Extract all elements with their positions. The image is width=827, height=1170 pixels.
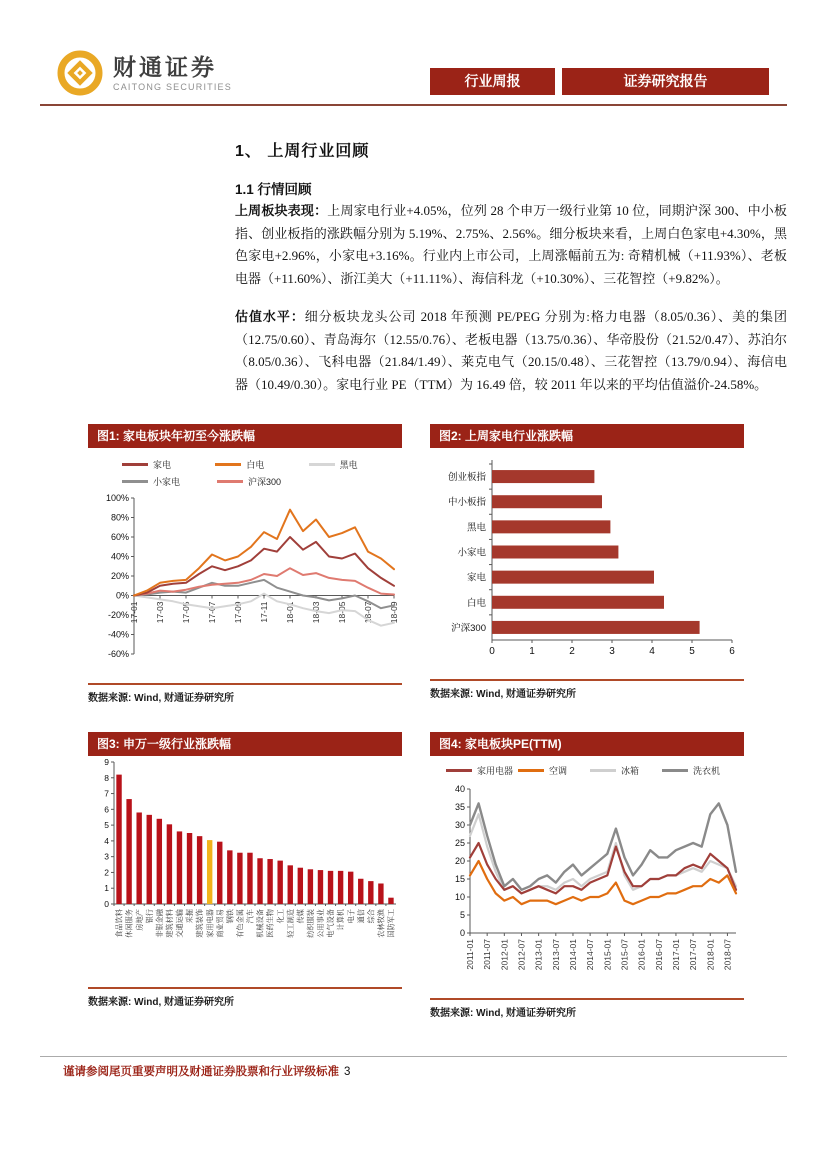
svg-text:5: 5: [459, 910, 465, 920]
legend-item-家电: [122, 458, 215, 471]
svg-text:2015-01: 2015-01: [602, 939, 613, 971]
svg-text:2014-07: 2014-07: [585, 939, 596, 971]
figure-1-chart: [88, 448, 402, 683]
svg-text:小家电: 小家电: [457, 547, 486, 559]
legend-label: 家用电器: [477, 766, 514, 776]
svg-text:机械设备: 机械设备: [255, 909, 265, 938]
svg-text:18-05: 18-05: [337, 601, 347, 624]
svg-text:40%: 40%: [110, 551, 129, 562]
svg-text:纺织服装: 纺织服装: [305, 909, 315, 938]
figure-3-source: 数据来源: Wind, 财通证券研究所: [88, 987, 402, 1008]
svg-text:2017-07: 2017-07: [688, 939, 699, 971]
svg-text:-40%: -40%: [107, 629, 129, 640]
svg-text:17-05: 17-05: [181, 601, 191, 624]
svg-text:沪深300: 沪深300: [451, 622, 486, 634]
caitong-logo-icon: [57, 50, 103, 96]
svg-text:2011-07: 2011-07: [482, 939, 493, 970]
paragraph-body: 上周家电行业+4.05%，位列 28 个申万一级行业第 10 位，同期沪深 300、中小板指、创业板指的涨跌幅分别为 5.19%、2.75%、2.56%。细分板块来看，上周白色家电+4.30%，黑色家电+2.96%，小家电+3.16%。行业内上市公司，上周涨幅前五为: 奇精机械（+11.93%）、老板电器（+11.60%）、浙江美大（+11.11%）、海信科龙（+10.30%）、三花智控（+9.82%）。: [235, 203, 787, 286]
svg-text:农林牧渔: 农林牧渔: [376, 909, 386, 938]
legend-row: [122, 475, 402, 492]
svg-text:20: 20: [454, 856, 465, 866]
svg-text:建筑材料: 建筑材料: [164, 909, 174, 938]
legend-swatch-icon: [309, 463, 335, 466]
svg-text:20%: 20%: [110, 571, 129, 581]
svg-text:15: 15: [454, 874, 465, 884]
section-title: 1、 上周行业回顾: [235, 143, 370, 160]
svg-text:2012-01: 2012-01: [499, 939, 510, 971]
svg-text:60%: 60%: [110, 532, 129, 542]
svg-text:2018-01: 2018-01: [705, 939, 716, 971]
figure-3-chart: [88, 756, 402, 987]
paragraph-lead: 估值水平：: [235, 309, 305, 324]
header-badges: [430, 68, 769, 95]
svg-text:25: 25: [454, 838, 465, 848]
svg-text:通信: 通信: [356, 909, 366, 924]
figure-1-legend: [122, 458, 402, 492]
svg-text:18-03: 18-03: [311, 601, 321, 624]
badge-research-report: 证券研究报告: [562, 68, 769, 95]
legend-swatch-icon: [215, 463, 241, 466]
svg-text:白电: 白电: [466, 597, 486, 609]
paragraph-valuation: [235, 306, 787, 396]
legend-swatch-icon: [662, 769, 688, 772]
legend-item-家用电器: [446, 764, 518, 777]
svg-text:0: 0: [489, 646, 495, 657]
svg-text:0: 0: [459, 928, 465, 938]
svg-text:-20%: -20%: [107, 610, 129, 620]
legend-item-小家电: [122, 475, 217, 488]
svg-text:2017-01: 2017-01: [670, 939, 681, 971]
svg-text:3: 3: [609, 646, 615, 657]
svg-text:100%: 100%: [105, 493, 129, 503]
figure-2-chart: [430, 448, 744, 679]
footer-divider: [40, 1056, 787, 1057]
svg-text:1: 1: [529, 646, 535, 657]
svg-text:30: 30: [454, 820, 465, 830]
subsection-title: 1.1 行情回顾: [235, 182, 312, 197]
svg-text:1: 1: [104, 883, 109, 894]
figure-2: [430, 424, 744, 700]
svg-text:0: 0: [104, 899, 109, 909]
svg-text:17-11: 17-11: [259, 601, 269, 623]
svg-text:-60%: -60%: [107, 649, 129, 659]
svg-text:6: 6: [104, 804, 109, 815]
svg-text:电气设备: 电气设备: [326, 909, 336, 938]
svg-text:5: 5: [104, 820, 109, 831]
legend-label: 白电: [246, 460, 265, 470]
fig4-plot: [430, 781, 744, 993]
legend-item-冰箱: [590, 764, 662, 777]
figure-1-title: 图1: 家电板块年初至今涨跌幅: [88, 424, 402, 448]
svg-text:10: 10: [454, 892, 465, 902]
svg-text:7: 7: [104, 788, 109, 799]
brand-name-en: CAITONG SECURITIES: [113, 81, 232, 92]
svg-text:2011-01: 2011-01: [465, 939, 475, 970]
svg-text:房地产: 房地产: [134, 909, 144, 931]
svg-text:非银金融: 非银金融: [154, 909, 164, 938]
svg-text:18-07: 18-07: [363, 601, 373, 624]
figure-4-source: 数据来源: Wind, 财通证券研究所: [430, 998, 744, 1019]
footer-disclaimer: [63, 1063, 350, 1079]
legend-label: 家电: [153, 460, 172, 470]
svg-text:医药生物: 医药生物: [265, 909, 275, 938]
brand-name-cn: 财通证券: [113, 53, 217, 80]
svg-text:综合: 综合: [366, 909, 376, 924]
legend-item-黑电: [309, 458, 402, 471]
svg-text:休闲服务: 休闲服务: [124, 909, 134, 938]
svg-text:40: 40: [454, 784, 465, 794]
svg-text:5: 5: [689, 646, 695, 657]
svg-text:计算机: 计算机: [336, 909, 346, 931]
svg-text:银行: 银行: [144, 909, 154, 924]
figure-4-chart: [430, 756, 744, 998]
svg-text:17-03: 17-03: [155, 601, 165, 624]
legend-row: [446, 764, 744, 781]
svg-text:2015-07: 2015-07: [619, 939, 630, 971]
fig1-plot: [88, 492, 402, 678]
svg-text:传媒: 传媒: [295, 909, 305, 924]
figure-2-title: 图2: 上周家电行业涨跌幅: [430, 424, 744, 448]
legend-label: 黑电: [339, 460, 358, 470]
paragraph-body: 细分板块龙头公司 2018 年预测 PE/PEG 分别为:格力电器（8.05/0.36）、美的集团（12.75/0.60）、青岛海尔（12.55/0.76）、老板电器（13.75/0.36）、华帝股份（21.52/0.47）、苏泊尔（8.05/0.36）、飞科电器（21.84/1.49）、莱克电气（20.15/0.48）、三花智控（13.79/0.94）、海信电器（10.49/0.30）。家电行业 PE（TTM）为 16.49 倍，较 2011 年以来的平均估值溢价-24.58%。: [235, 309, 787, 392]
svg-text:2: 2: [569, 646, 575, 657]
figure-2-source: 数据来源: Wind, 财通证券研究所: [430, 679, 744, 700]
header-divider: [40, 104, 787, 106]
badge-industry-weekly: 行业周报: [430, 68, 555, 95]
legend-swatch-icon: [446, 769, 472, 772]
fig2-plot: [430, 448, 744, 672]
svg-text:有色金属: 有色金属: [235, 909, 245, 938]
figure-4-title: 图4: 家电板块PE(TTM): [430, 732, 744, 756]
legend-swatch-icon: [217, 480, 243, 483]
svg-text:9: 9: [104, 757, 109, 767]
brand-logo: [57, 50, 232, 96]
svg-text:钢铁: 钢铁: [225, 909, 235, 924]
figure-3-title: 图3: 申万一级行业涨跌幅: [88, 732, 402, 756]
svg-text:3: 3: [104, 851, 109, 862]
legend-label: 洗衣机: [693, 766, 721, 776]
svg-text:中小板指: 中小板指: [447, 497, 486, 509]
paragraph-lead: 上周板块表现：: [235, 203, 328, 218]
figure-4: [430, 732, 744, 1019]
svg-text:18-09: 18-09: [389, 601, 399, 624]
svg-text:4: 4: [649, 646, 655, 657]
legend-label: 小家电: [153, 477, 181, 487]
svg-text:汽车: 汽车: [245, 909, 255, 924]
legend-swatch-icon: [590, 769, 616, 772]
footer-disclaimer-text: 谨请参阅尾页重要声明及财通证券股票和行业评级标准: [63, 1066, 339, 1078]
legend-swatch-icon: [122, 480, 148, 483]
legend-label: 空调: [549, 766, 568, 776]
svg-text:国防军工: 国防军工: [386, 909, 396, 938]
legend-item-空调: [518, 764, 590, 777]
fig3-plot: [88, 756, 402, 970]
svg-text:0%: 0%: [115, 590, 129, 601]
figure-1-source: 数据来源: Wind, 财通证券研究所: [88, 683, 402, 704]
svg-text:17-07: 17-07: [207, 601, 217, 624]
legend-item-白电: [215, 458, 308, 471]
svg-text:2012-07: 2012-07: [516, 939, 527, 971]
svg-text:2018-07: 2018-07: [722, 939, 733, 971]
svg-text:电子: 电子: [346, 909, 356, 924]
svg-text:8: 8: [104, 772, 109, 783]
svg-text:交通运输: 交通运输: [175, 909, 185, 938]
svg-text:建筑装饰: 建筑装饰: [195, 909, 205, 938]
figure-3: [88, 732, 402, 1008]
legend-swatch-icon: [122, 463, 148, 466]
svg-text:2014-01: 2014-01: [567, 939, 578, 971]
legend-row: [122, 458, 402, 475]
svg-text:2013-07: 2013-07: [550, 939, 561, 971]
legend-label: 冰箱: [621, 766, 640, 776]
legend-swatch-icon: [518, 769, 544, 772]
svg-text:18-01: 18-01: [285, 601, 295, 624]
legend-item-沪深300: [217, 475, 312, 488]
legend-item-洗衣机: [662, 764, 734, 777]
svg-text:家电: 家电: [466, 572, 486, 584]
svg-text:创业板指: 创业板指: [447, 472, 486, 484]
svg-text:食品饮料: 食品饮料: [114, 909, 124, 938]
svg-text:17-09: 17-09: [233, 601, 243, 624]
svg-text:2016-07: 2016-07: [653, 939, 664, 971]
svg-text:采掘: 采掘: [185, 909, 195, 924]
svg-text:轻工制造: 轻工制造: [285, 909, 295, 938]
svg-text:6: 6: [729, 646, 735, 657]
figure-4-legend: [446, 764, 744, 781]
svg-text:80%: 80%: [110, 512, 129, 523]
svg-text:17-01: 17-01: [129, 601, 139, 624]
legend-label: 沪深300: [248, 477, 282, 487]
page-number: 3: [344, 1066, 351, 1078]
paragraph-market-performance: [235, 200, 787, 290]
svg-text:公用事业: 公用事业: [316, 909, 326, 938]
svg-text:黑电: 黑电: [466, 522, 486, 534]
svg-text:4: 4: [104, 835, 109, 846]
figure-1: [88, 424, 402, 704]
svg-text:2: 2: [104, 867, 109, 878]
svg-text:化工: 化工: [275, 909, 285, 924]
svg-text:家用电器: 家用电器: [205, 909, 215, 938]
svg-text:35: 35: [454, 802, 465, 812]
svg-text:2016-01: 2016-01: [636, 939, 647, 971]
svg-text:2013-01: 2013-01: [533, 939, 544, 971]
svg-text:商业贸易: 商业贸易: [215, 909, 225, 938]
